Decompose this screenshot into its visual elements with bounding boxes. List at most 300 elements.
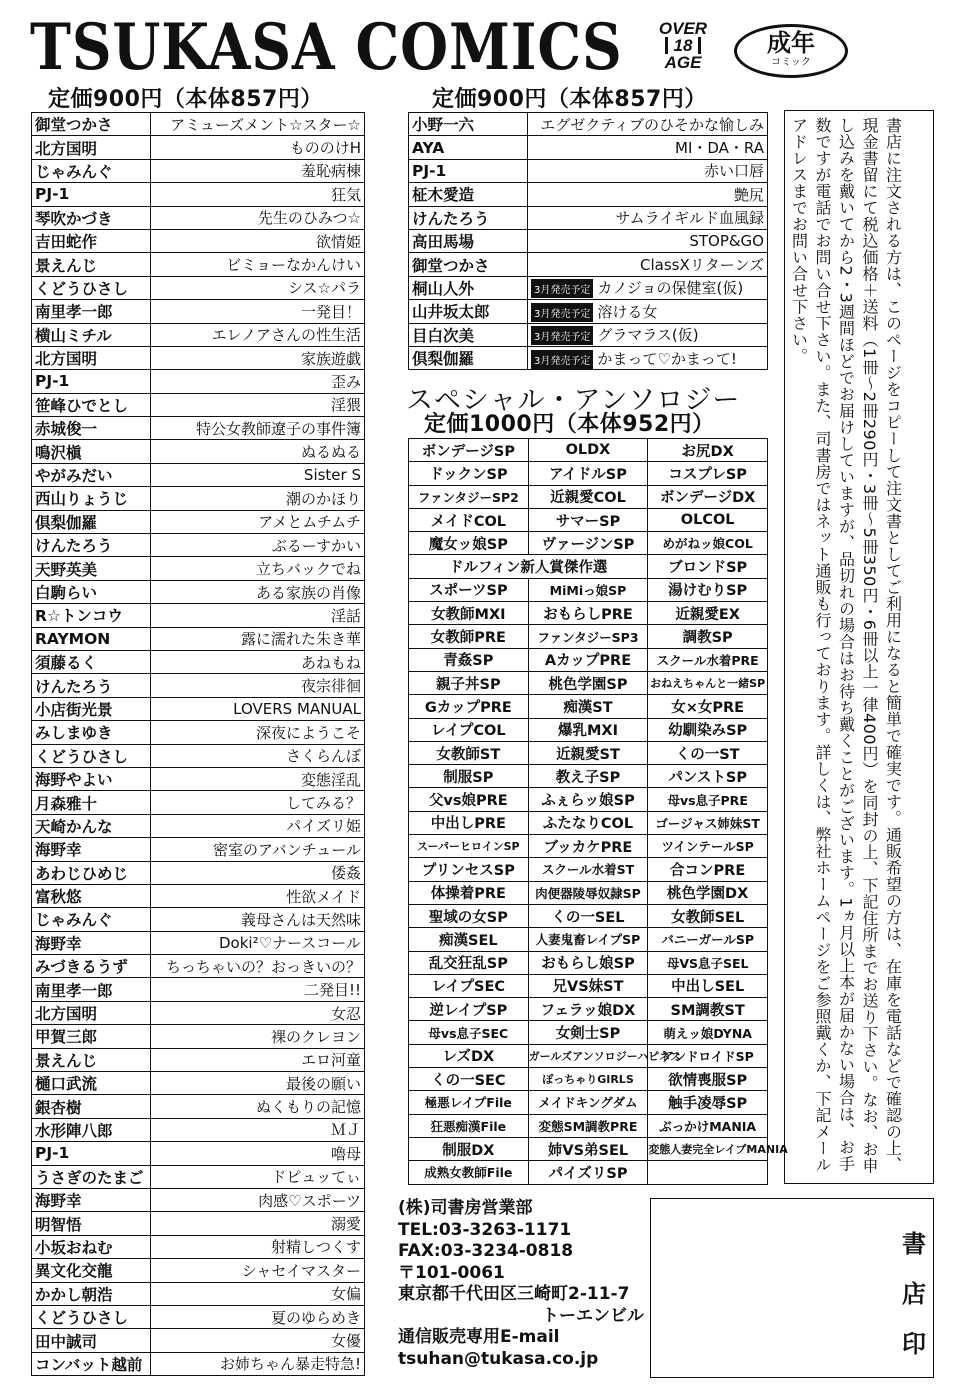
book-row [32, 300, 365, 323]
anthology-title: フェラッ娘DX [528, 998, 648, 1021]
book-row [32, 183, 365, 206]
anthology-title: くの一ST [648, 741, 768, 764]
book-row [32, 908, 365, 931]
author-name: 笹峰ひでとし [32, 393, 151, 416]
book-title-cell [528, 253, 768, 276]
book-row [32, 1329, 365, 1352]
anthology-title: 聖域の女SP [409, 904, 529, 927]
left-book-list [31, 112, 365, 1376]
book-title: シス☆パラ [151, 276, 365, 299]
anthology-title: 人妻鬼畜レイプSP [528, 928, 648, 951]
book-row [32, 1001, 365, 1024]
anthology-title: 母vs息子PRE [648, 788, 768, 811]
anthology-title: コスプレSP [648, 462, 768, 485]
author-name: 小坂おねむ [32, 1235, 151, 1258]
book-title: エロ河童 [151, 1048, 365, 1071]
book-title: 立ちバックでね [151, 557, 365, 580]
book-row [32, 744, 365, 767]
anthology-title: 変態SM調教PRE [528, 1114, 648, 1137]
special-price: 定価1000円（本体952円） [424, 412, 715, 437]
anthology-row [409, 811, 768, 834]
book-title: 倭姦 [151, 861, 365, 884]
book-title: あねもね [151, 650, 365, 673]
book-row [32, 884, 365, 907]
book-title-cell [528, 300, 768, 323]
book-row [32, 721, 365, 744]
anthology-title: お尻DX [648, 439, 768, 462]
anthology-title: スクール水着PRE [648, 648, 768, 671]
book-title-cell [528, 183, 768, 206]
book-title: 狂気 [151, 183, 365, 206]
book-title: 溺愛 [151, 1212, 365, 1235]
anthology-title: 逆レイプSP [409, 998, 529, 1021]
anthology-title: 女剣士SP [528, 1021, 648, 1044]
middle-book-list [408, 112, 768, 370]
book-row [32, 580, 365, 603]
author-name: 倶梨伽羅 [32, 510, 151, 533]
anthology-title: レイプSEC [409, 974, 529, 997]
author-name: 明智悟 [32, 1212, 151, 1235]
author-name: 柾木愛造 [409, 183, 528, 206]
anthology-title: 肉便器陵辱奴隷SP [528, 881, 648, 904]
anthology-title: 女教師PRE [409, 625, 529, 648]
book-title-cell [528, 206, 768, 229]
book-title-cell [528, 276, 768, 299]
author-name: PJ-1 [32, 183, 151, 206]
book-row [409, 300, 768, 323]
book-row [32, 978, 365, 1001]
anthology-row [409, 1091, 768, 1114]
anthology-row [409, 928, 768, 951]
book-row [409, 323, 768, 346]
anthology-title: OLDX [528, 439, 648, 462]
age-number: 18 [665, 37, 702, 54]
author-name: 海野幸 [32, 1188, 151, 1211]
anthology-title: 姉VS弟SEL [528, 1137, 648, 1160]
book-title-cell [528, 136, 768, 159]
book-row [32, 487, 365, 510]
anthology-title: おねえちゃんと一緒SP [648, 671, 768, 694]
book-row [409, 159, 768, 182]
anthology-title: ドルフィン新人賞傑作選 [409, 555, 648, 578]
book-title: 夏のゆらめき [151, 1305, 365, 1328]
book-title: 肉感♡スポーツ [151, 1188, 365, 1211]
anthology-title: ぽっちゃりGIRLS [528, 1068, 648, 1091]
anthology-title: 女教師MXI [409, 602, 529, 625]
anthology-title: めがねッ娘COL [648, 532, 768, 555]
book-title: ぶるーすかい [151, 534, 365, 557]
book-title: エグゼクティブのひそかな愉しみ [540, 115, 764, 134]
anthology-title: スクール水着ST [528, 858, 648, 881]
anthology-title: ガールズアンソロジーハピネス [528, 1044, 648, 1067]
anthology-title: サマーSP [528, 508, 648, 531]
book-row [32, 417, 365, 440]
anthology-title: 近親愛EX [648, 602, 768, 625]
anthology-title: 乱交狂乱SP [409, 951, 529, 974]
anthology-row [409, 578, 768, 601]
book-title: ビミョーなかんけい [151, 253, 365, 276]
book-title: さくらんぼ [151, 744, 365, 767]
anthology-row [409, 788, 768, 811]
author-name: 小店街光景 [32, 697, 151, 720]
book-row [32, 1048, 365, 1071]
anthology-title: 調教SP [648, 625, 768, 648]
anthology-title: くの一SEL [528, 904, 648, 927]
anthology-title: 兄VS妹ST [528, 974, 648, 997]
author-name: 山井坂太郎 [409, 300, 528, 323]
book-row [32, 276, 365, 299]
book-title: 裸のクレヨン [151, 1025, 365, 1048]
anthology-row [409, 532, 768, 555]
anthology-title: 父vs娘PRE [409, 788, 529, 811]
building-name: トーエンビル [542, 1305, 644, 1326]
anthology-title: SM調教ST [648, 998, 768, 1021]
book-title: ドピュッてぃ [151, 1165, 365, 1188]
author-name: 天崎かんな [32, 814, 151, 837]
book-title: 赤い口唇 [703, 162, 764, 181]
author-name: 須藤るく [32, 650, 151, 673]
anthology-title [648, 1161, 768, 1184]
anthology-row [409, 462, 768, 485]
anthology-title: 女教師SEL [648, 904, 768, 927]
anthology-title: ファンタジーSP2 [409, 485, 529, 508]
anthology-title: 痴漢ST [528, 695, 648, 718]
anthology-title: 合コンPRE [648, 858, 768, 881]
anthology-row [409, 1114, 768, 1137]
author-name: 高田馬場 [409, 229, 528, 252]
author-name: 海野やよい [32, 767, 151, 790]
author-name: 横山ミチル [32, 323, 151, 346]
book-title: 女偏 [151, 1282, 365, 1305]
author-name: RAYMON [32, 627, 151, 650]
release-badge: 3月発売予定 [531, 279, 593, 298]
anthology-title: ふぇらッ娘SP [528, 788, 648, 811]
anthology-title: メイドCOL [409, 508, 529, 531]
book-title: もののけH [151, 136, 365, 159]
book-row [32, 206, 365, 229]
author-name: けんたろう [32, 534, 151, 557]
book-row [32, 393, 365, 416]
email-label: 通信販売専用E-mail [398, 1327, 560, 1347]
book-row [32, 767, 365, 790]
book-row [32, 1025, 365, 1048]
release-badge: 3月発売予定 [531, 303, 593, 322]
book-row [409, 229, 768, 252]
book-title: Sister S [151, 463, 365, 486]
author-name: 小野一六 [409, 113, 528, 136]
author-name: 田中誠司 [32, 1329, 151, 1352]
anthology-title: AカップPRE [528, 648, 648, 671]
anthology-title: MiMiっ娘SP [528, 578, 648, 601]
age-over: OVER [658, 19, 708, 38]
book-title: 変態淫乱 [151, 767, 365, 790]
author-name: 白駒らい [32, 580, 151, 603]
release-badge: 3月発売予定 [531, 326, 593, 345]
author-name: 海野幸 [32, 838, 151, 861]
anthology-title: 女教師ST [409, 741, 529, 764]
anthology-title: スーパーヒロインSP [409, 835, 529, 858]
anthology-title: ヴァージンSP [528, 532, 648, 555]
book-row [409, 113, 768, 136]
book-row [409, 346, 768, 369]
author-name: けんたろう [409, 206, 528, 229]
book-row [32, 557, 365, 580]
book-row [32, 627, 365, 650]
book-row [32, 814, 365, 837]
book-row [32, 604, 365, 627]
age-restriction-mark [640, 20, 726, 76]
author-name: 異文化交龍 [32, 1259, 151, 1282]
author-name: 海野幸 [32, 931, 151, 954]
anthology-title: ブッカケPRE [528, 835, 648, 858]
book-title: 先生のひみつ☆ [151, 206, 365, 229]
anthology-title: ボンデージDX [648, 485, 768, 508]
book-title: パイズリ姫 [151, 814, 365, 837]
author-name: やがみだい [32, 463, 151, 486]
anthology-title: 触手凌辱SP [648, 1091, 768, 1114]
author-name: みづきるうず [32, 955, 151, 978]
anthology-title: 教え子SP [528, 765, 648, 788]
book-row [32, 440, 365, 463]
book-row [32, 323, 365, 346]
anthology-title: 成熟女教師File [409, 1161, 529, 1184]
author-name: 鳴沢槇 [32, 440, 151, 463]
author-name: 銀杏樹 [32, 1095, 151, 1118]
adult-label: 成年 [767, 29, 815, 57]
book-row [32, 931, 365, 954]
book-row [32, 1282, 365, 1305]
middle-price: 定価900円（本体857円） [432, 87, 707, 112]
book-title: Doki²♡ナースコール [151, 931, 365, 954]
adult-comic-badge [734, 24, 848, 78]
anthology-title: レズDX [409, 1044, 529, 1067]
contact-info [398, 1198, 658, 1370]
book-row [32, 1305, 365, 1328]
author-name: 御堂つかさ [409, 253, 528, 276]
book-title: 義母さんは天然味 [151, 908, 365, 931]
author-name: 富秋悠 [32, 884, 151, 907]
anthology-row [409, 508, 768, 531]
book-title: 最後の願い [151, 1072, 365, 1095]
book-row [32, 674, 365, 697]
book-title: 一発目！ [151, 300, 365, 323]
bookstore-stamp-label: 書店印 [902, 1230, 926, 1358]
book-title: してみる？ [151, 791, 365, 814]
author-name: みしまゆき [32, 721, 151, 744]
author-name: 赤城俊一 [32, 417, 151, 440]
book-title: 潮のかほり [151, 487, 365, 510]
book-title-cell [528, 346, 768, 369]
book-row [32, 1118, 365, 1141]
anthology-row [409, 1021, 768, 1044]
book-title: エレノアさんの性生活 [151, 323, 365, 346]
book-title: ぬくもりの記憶 [151, 1095, 365, 1118]
anthology-title: 極悪レイプFile [409, 1091, 529, 1114]
book-title: 欲情姫 [151, 229, 365, 252]
anthology-title: 魔女ッ娘SP [409, 532, 529, 555]
author-name: 水形陣八郎 [32, 1118, 151, 1141]
book-title: かまって♡かまって! [597, 349, 737, 368]
book-row [32, 1259, 365, 1282]
anthology-title: プリンセスSP [409, 858, 529, 881]
book-row [32, 1165, 365, 1188]
anthology-row [409, 718, 768, 741]
phone-number: TEL:03-3263-1171 [398, 1219, 572, 1240]
author-name: 目白次美 [409, 323, 528, 346]
book-title: ClassXリターンズ [640, 256, 764, 275]
book-row [32, 136, 365, 159]
anthology-title: アイドルSP [528, 462, 648, 485]
anthology-title: 湯けむりSP [648, 578, 768, 601]
anthology-title: 中出しSEL [648, 974, 768, 997]
book-title: 羞恥病棟 [151, 159, 365, 182]
book-title: カノジョの保健室(仮) [597, 279, 744, 298]
anthology-title: GカップPRE [409, 695, 529, 718]
author-name: PJ-1 [32, 370, 151, 393]
anthology-row [409, 671, 768, 694]
anthology-title: ファンタジーSP3 [528, 625, 648, 648]
anthology-row [409, 555, 768, 578]
author-name: AYA [409, 136, 528, 159]
author-name: 西山りょうじ [32, 487, 151, 510]
book-title: 二発目!! [151, 978, 365, 1001]
book-title: 嚕母 [151, 1142, 365, 1165]
anthology-row [409, 439, 768, 462]
anthology-title: おもらし娘SP [528, 951, 648, 974]
anthology-row [409, 485, 768, 508]
anthology-title: ボンデージSP [409, 439, 529, 462]
author-name: 吉田蛇作 [32, 229, 151, 252]
book-row [32, 791, 365, 814]
author-name: じゃみんぐ [32, 159, 151, 182]
book-title: 淫猥 [151, 393, 365, 416]
book-title-cell [528, 159, 768, 182]
anthology-title: ツインテールSP [648, 835, 768, 858]
bookstore-stamp-box [650, 1198, 934, 1378]
book-row [32, 1142, 365, 1165]
anthology-row [409, 602, 768, 625]
anthology-row [409, 765, 768, 788]
anthology-title: 近親愛COL [528, 485, 648, 508]
anthology-row [409, 648, 768, 671]
adult-sublabel: コミック [771, 57, 811, 68]
book-row [32, 253, 365, 276]
anthology-row [409, 1044, 768, 1067]
book-title: 歪み [151, 370, 365, 393]
anthology-row [409, 881, 768, 904]
author-name: 景えんじ [32, 1048, 151, 1071]
book-row [32, 955, 365, 978]
order-instructions-box [784, 110, 934, 1184]
book-row [32, 370, 365, 393]
anthology-title: ゴージャス姉妹ST [648, 811, 768, 834]
author-name: 南里孝一郎 [32, 978, 151, 1001]
author-name: あわじひめじ [32, 861, 151, 884]
email-address[interactable]: tsuhan@tukasa.co.jp [398, 1348, 599, 1369]
postal-code: 〒101-0061 [398, 1262, 505, 1283]
anthology-row [409, 904, 768, 927]
book-title: 女優 [151, 1329, 365, 1352]
author-name: うさぎのたまご [32, 1165, 151, 1188]
book-title: 深夜にようこそ [151, 721, 365, 744]
author-name: じゃみんぐ [32, 908, 151, 931]
book-title: ある家族の肖像 [151, 580, 365, 603]
book-title-cell [528, 113, 768, 136]
author-name: 北方国明 [32, 1001, 151, 1024]
publisher-logo: TSUKASA COMICS [30, 10, 623, 85]
anthology-row [409, 1068, 768, 1091]
anthology-row [409, 1161, 768, 1184]
anthology-title: 女×女PRE [648, 695, 768, 718]
author-name: くどうひさし [32, 1305, 151, 1328]
anthology-row [409, 625, 768, 648]
author-name: くどうひさし [32, 276, 151, 299]
book-row [32, 346, 365, 369]
book-row [32, 1095, 365, 1118]
anthology-title: 制服SP [409, 765, 529, 788]
book-row [32, 463, 365, 486]
author-name: 北方国明 [32, 346, 151, 369]
anthology-title: 狂悪痴漢File [409, 1114, 529, 1137]
anthology-row [409, 858, 768, 881]
book-title: サムライギルド血風録 [615, 209, 764, 228]
anthology-title: 爆乳MXI [528, 718, 648, 741]
author-name: コンバット越前 [32, 1352, 151, 1375]
anthology-title: スポーツSP [409, 578, 529, 601]
book-row [409, 276, 768, 299]
author-name: 御堂つかさ [32, 113, 151, 136]
anthology-title: 欲情喪服SP [648, 1068, 768, 1091]
book-row [32, 113, 365, 136]
age-label: AGE [664, 53, 702, 72]
anthology-title: OLCOL [648, 508, 768, 531]
anthology-title: 近親愛ST [528, 741, 648, 764]
anthology-title: 親子丼SP [409, 671, 529, 694]
book-row [32, 534, 365, 557]
book-row [32, 229, 365, 252]
author-name: 琴吹かづき [32, 206, 151, 229]
anthology-title: 桃色学園SP [528, 671, 648, 694]
special-anthology-title: スペシャル・アンソロジー [406, 385, 741, 416]
anthology-title: メイドキングダム [528, 1091, 648, 1114]
anthology-title: ふたなりCOL [528, 811, 648, 834]
author-name: R☆トンコウ [32, 604, 151, 627]
anthology-title: 青姦SP [409, 648, 529, 671]
company-name: (株)司書房営業部 [398, 1198, 533, 1218]
anthology-row [409, 741, 768, 764]
book-title: 溶ける女 [597, 302, 658, 321]
book-row [32, 1352, 365, 1375]
book-row [409, 206, 768, 229]
author-name: 倶梨伽羅 [409, 346, 528, 369]
anthology-title: パンストSP [648, 765, 768, 788]
anthology-title: 体操着PRE [409, 881, 529, 904]
book-title: 性欲メイド [151, 884, 365, 907]
anthology-row [409, 835, 768, 858]
anthology-title: 桃色学園DX [648, 881, 768, 904]
book-title-cell [528, 229, 768, 252]
book-title: 女忍 [151, 1001, 365, 1024]
book-row [409, 183, 768, 206]
book-title: 射精しつくす [151, 1235, 365, 1258]
book-row [32, 1212, 365, 1235]
release-badge: 3月発売予定 [531, 350, 593, 369]
book-row [32, 1072, 365, 1095]
book-row [32, 159, 365, 182]
book-row [409, 253, 768, 276]
book-title: グラマラス(仮) [597, 326, 699, 345]
author-name: 景えんじ [32, 253, 151, 276]
